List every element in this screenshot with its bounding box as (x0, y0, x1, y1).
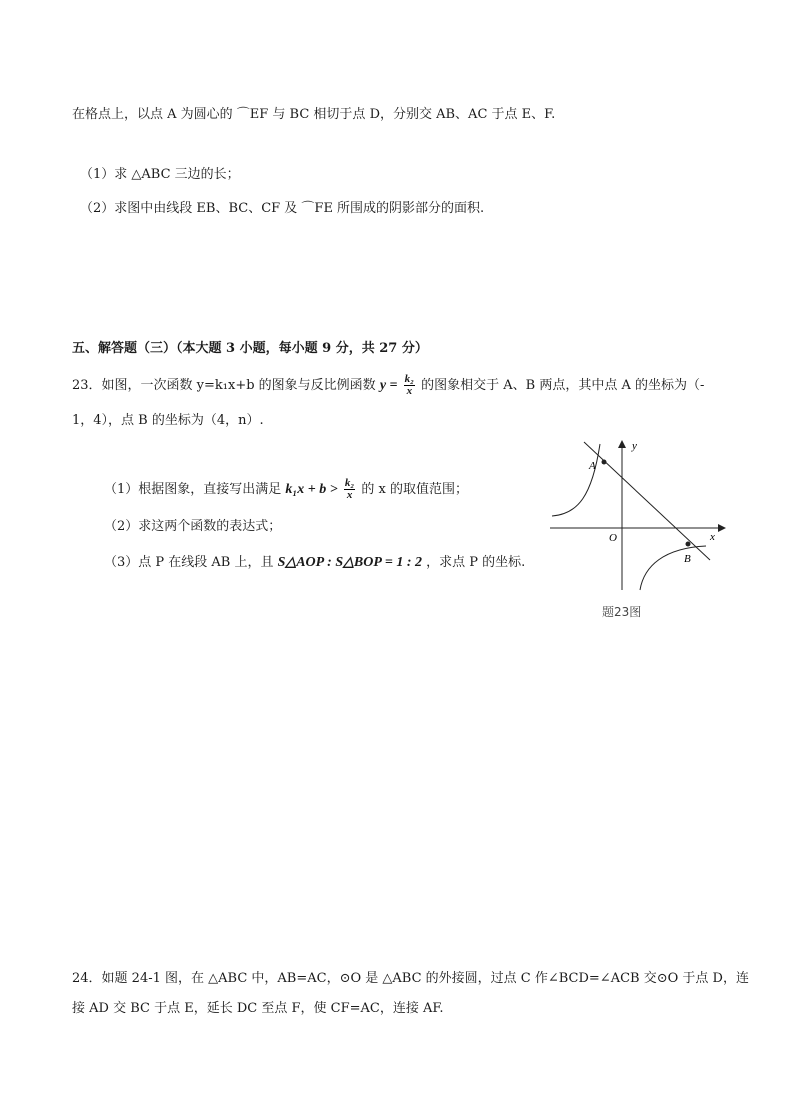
y-axis-arrow-icon (618, 440, 626, 448)
q23-stem-fraction (404, 374, 415, 397)
q22-sub1: （1）求 △ABC 三边的长； (80, 167, 240, 182)
fraction-denominator: x (406, 385, 413, 397)
x-axis-arrow-icon (718, 524, 726, 532)
q23-sub3-ratio: S△AOP : S△BOP = 1 : 2 (277, 555, 423, 570)
intro-line: 在格点上，以点 A 为圆心的 ⌒EF 与 BC 相切于点 D，分别交 AB、AC 于点 E、F. (72, 107, 556, 122)
q23-sub1-part-b: 的 x 的取值范围； (361, 482, 468, 497)
point-b-label: B (684, 553, 691, 565)
q23-sub1-part-a: （1）根据图象，直接写出满足 (104, 482, 282, 497)
linear-function-line (584, 442, 710, 560)
q23-sub3-part-b: ，求点 P 的坐标. (426, 555, 526, 570)
q23-stem-y: y = (379, 378, 398, 393)
q23-sub3-part-a: （3）点 P 在线段 AB 上，且 (104, 555, 274, 570)
point-a-label: A (589, 460, 596, 472)
q23-sub1-fraction (344, 478, 355, 501)
fraction-denominator: x (346, 489, 353, 501)
point-a-marker (602, 460, 607, 465)
fraction-numerator: k₂ (404, 373, 415, 385)
origin-label: O (609, 532, 617, 544)
q23-stem-part-b: 的图象相交于 A、B 两点，其中点 A 的坐标为（- (421, 378, 705, 393)
q23-sub3 (104, 554, 525, 572)
section-title: 五、解答题（三）（本大题 3 小题，每小题 9 分，共 27 分） (72, 341, 428, 356)
y-axis-label: y (632, 440, 637, 452)
point-b-marker (686, 542, 691, 547)
q24-line1: 24．如题 24-1 图，在 △ABC 中，AB=AC，⊙O 是 △ABC 的外接圆，过点 C 作∠BCD=∠ACB 交⊙O 于点 D，连 (72, 971, 749, 986)
figure-caption: 题23图 (602, 605, 642, 619)
x-axis-label: x (710, 531, 715, 543)
q23-stem-part-a: 23．如图，一次函数 y=k₁x+b 的图象与反比例函数 (72, 378, 376, 393)
q23-stem-line2: 1，4），点 B 的坐标为（4，n）. (72, 413, 264, 428)
q24-line2: 接 AD 交 BC 于点 E，延长 DC 至点 F，使 CF=AC，连接 AF. (72, 1001, 444, 1016)
q23-sub2: （2）求这两个函数的表达式； (104, 519, 282, 534)
q23-sub1 (104, 478, 468, 501)
hyperbola-branch-upper (552, 444, 600, 516)
hyperbola-branch-lower (640, 546, 706, 590)
function-graph (548, 436, 728, 596)
q22-sub2: （2）求图中由线段 EB、BC、CF 及 ⌒FE 所围成的阴影部分的面积. (80, 201, 485, 216)
q23-stem-line1 (72, 374, 704, 397)
q23-sub1-inequality: k₁x + b > (285, 482, 338, 497)
fraction-numerator: k₂ (344, 477, 355, 489)
